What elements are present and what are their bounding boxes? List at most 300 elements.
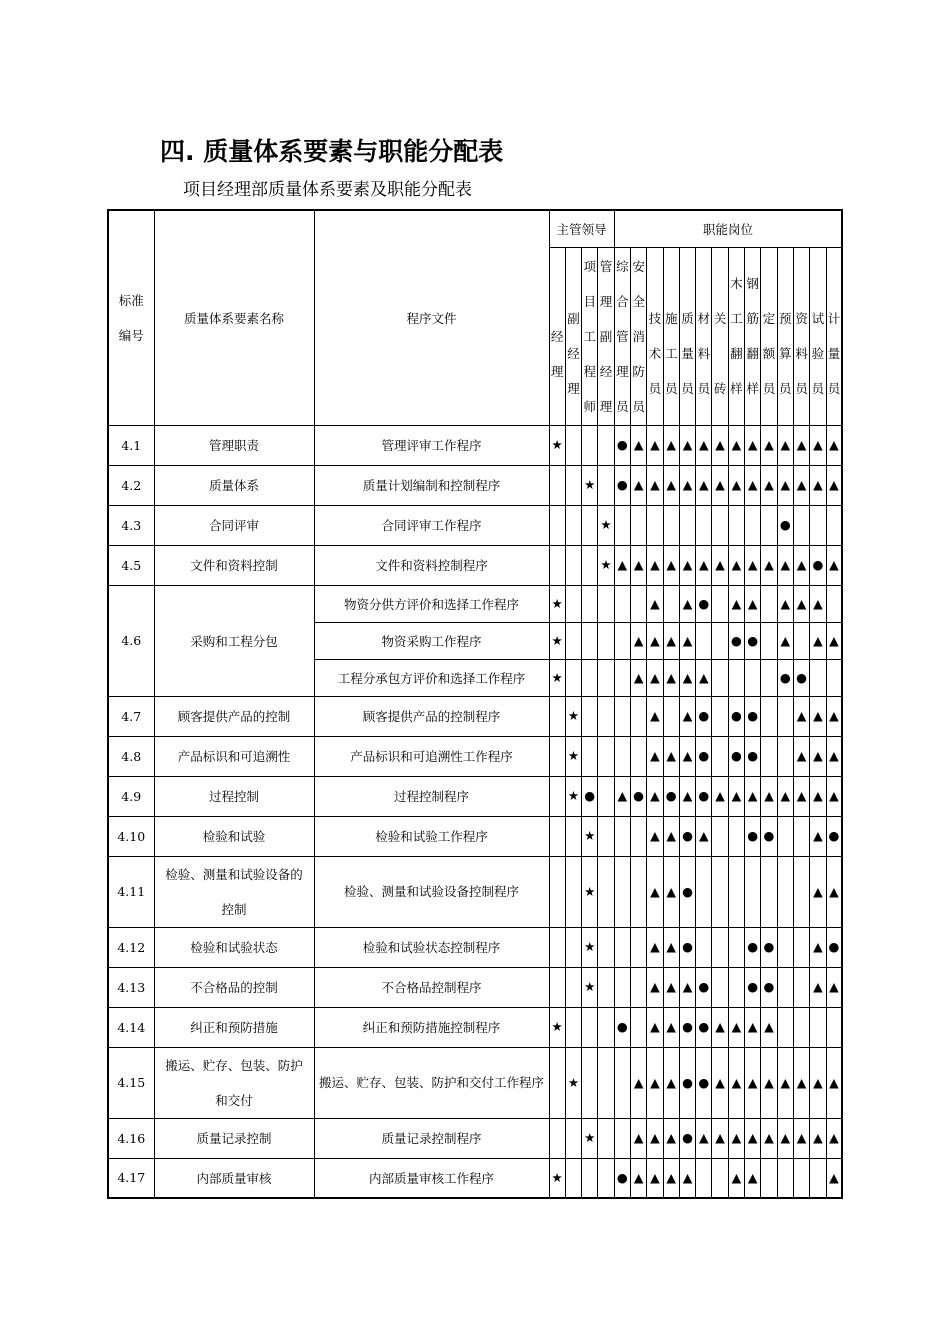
table-row (108, 545, 842, 585)
triangle-mark: ▲ (647, 736, 663, 776)
row-procedure: 质量计划编制和控制程序 (314, 465, 549, 505)
empty-cell (598, 1007, 614, 1047)
row-code: 4.9 (108, 776, 154, 816)
empty-cell (598, 967, 614, 1007)
header-group-leaders: 主管领导 (549, 210, 614, 247)
empty-cell (549, 776, 565, 816)
triangle-mark: ▲ (647, 425, 663, 465)
star-mark: ★ (549, 1007, 565, 1047)
triangle-mark: ▲ (761, 425, 777, 465)
header-col-8: 质 量 员 (679, 247, 695, 425)
triangle-mark: ▲ (679, 776, 695, 816)
circle-mark: ● (663, 776, 679, 816)
triangle-mark: ▲ (728, 1047, 744, 1118)
empty-cell (549, 505, 565, 545)
row-procedure: 物资采购工作程序 (314, 622, 549, 659)
triangle-mark: ▲ (761, 1118, 777, 1158)
star-mark: ★ (598, 545, 614, 585)
empty-cell (793, 1007, 809, 1047)
empty-cell (582, 696, 598, 736)
empty-cell (712, 696, 728, 736)
triangle-mark: ▲ (826, 425, 842, 465)
empty-cell (598, 1158, 614, 1198)
empty-cell (630, 856, 646, 927)
row-procedure: 合同评审工作程序 (314, 505, 549, 545)
triangle-mark: ▲ (647, 585, 663, 622)
header-col-7: 施 工 员 (663, 247, 679, 425)
row-element-name: 不合格品的控制 (154, 967, 314, 1007)
table-row (108, 696, 842, 736)
row-code: 4.2 (108, 465, 154, 505)
empty-cell (761, 736, 777, 776)
empty-cell (826, 585, 842, 622)
table-row (108, 927, 842, 967)
triangle-mark: ▲ (810, 622, 826, 659)
empty-cell (826, 1007, 842, 1047)
empty-cell (810, 1158, 826, 1198)
row-element-name: 检验和试验状态 (154, 927, 314, 967)
triangle-mark: ▲ (745, 1047, 761, 1118)
empty-cell (630, 1007, 646, 1047)
table-row (108, 856, 842, 927)
triangle-mark: ▲ (696, 545, 712, 585)
triangle-mark: ▲ (728, 1158, 744, 1198)
empty-cell (565, 659, 581, 696)
row-code: 4.10 (108, 816, 154, 856)
triangle-mark: ▲ (745, 545, 761, 585)
row-element-name: 内部质量审核 (154, 1158, 314, 1198)
empty-cell (598, 659, 614, 696)
triangle-mark: ▲ (647, 696, 663, 736)
row-code: 4.6 (108, 585, 154, 696)
triangle-mark: ▲ (728, 465, 744, 505)
empty-cell (810, 505, 826, 545)
empty-cell (696, 505, 712, 545)
empty-cell (614, 856, 630, 927)
triangle-mark: ▲ (826, 736, 842, 776)
circle-mark: ● (679, 1007, 695, 1047)
row-element-name: 过程控制 (154, 776, 314, 816)
circle-mark: ● (696, 967, 712, 1007)
triangle-mark: ▲ (647, 465, 663, 505)
circle-mark: ● (761, 816, 777, 856)
triangle-mark: ▲ (696, 425, 712, 465)
triangle-mark: ▲ (793, 776, 809, 816)
circle-mark: ● (696, 1047, 712, 1118)
triangle-mark: ▲ (663, 927, 679, 967)
circle-mark: ● (810, 545, 826, 585)
triangle-mark: ▲ (630, 622, 646, 659)
table-row (108, 736, 842, 776)
empty-cell (565, 1007, 581, 1047)
empty-cell (565, 1118, 581, 1158)
row-element-name: 检验和试验 (154, 816, 314, 856)
empty-cell (712, 967, 728, 1007)
row-procedure: 内部质量审核工作程序 (314, 1158, 549, 1198)
empty-cell (614, 696, 630, 736)
empty-cell (728, 927, 744, 967)
empty-cell (712, 856, 728, 927)
triangle-mark: ▲ (810, 585, 826, 622)
triangle-mark: ▲ (647, 1047, 663, 1118)
header-col-15: 资 料 员 (793, 247, 809, 425)
empty-cell (614, 967, 630, 1007)
row-procedure: 工程分承包方评价和选择工作程序 (314, 659, 549, 696)
empty-cell (745, 856, 761, 927)
table-row (108, 1047, 842, 1118)
row-code: 4.12 (108, 927, 154, 967)
row-code: 4.8 (108, 736, 154, 776)
empty-cell (810, 659, 826, 696)
circle-mark: ● (777, 659, 793, 696)
empty-cell (630, 967, 646, 1007)
page-heading: 四. 质量体系要素与职能分配表 (160, 137, 504, 166)
empty-cell (793, 967, 809, 1007)
triangle-mark: ▲ (712, 465, 728, 505)
triangle-mark: ▲ (810, 967, 826, 1007)
circle-mark: ● (696, 736, 712, 776)
circle-mark: ● (582, 776, 598, 816)
triangle-mark: ▲ (647, 856, 663, 927)
empty-cell (598, 776, 614, 816)
empty-cell (565, 1158, 581, 1198)
triangle-mark: ▲ (728, 585, 744, 622)
circle-mark: ● (679, 1047, 695, 1118)
triangle-mark: ▲ (663, 1158, 679, 1198)
empty-cell (549, 1047, 565, 1118)
circle-mark: ● (728, 736, 744, 776)
header-procedure: 程序文件 (314, 210, 549, 425)
row-procedure: 搬运、贮存、包装、防护和交付工作程序 (314, 1047, 549, 1118)
triangle-mark: ▲ (777, 425, 793, 465)
table-row (108, 425, 842, 465)
empty-cell (549, 816, 565, 856)
empty-cell (614, 1047, 630, 1118)
row-procedure: 顾客提供产品的控制程序 (314, 696, 549, 736)
row-procedure: 不合格品控制程序 (314, 967, 549, 1007)
empty-cell (777, 1158, 793, 1198)
triangle-mark: ▲ (810, 927, 826, 967)
empty-cell (565, 465, 581, 505)
table-row (108, 816, 842, 856)
empty-cell (712, 585, 728, 622)
empty-cell (777, 856, 793, 927)
row-element-name: 合同评审 (154, 505, 314, 545)
star-mark: ★ (582, 967, 598, 1007)
row-procedure: 物资分供方评价和选择工作程序 (314, 585, 549, 622)
triangle-mark: ▲ (679, 696, 695, 736)
triangle-mark: ▲ (826, 856, 842, 927)
triangle-mark: ▲ (647, 659, 663, 696)
triangle-mark: ▲ (712, 425, 728, 465)
triangle-mark: ▲ (712, 1118, 728, 1158)
circle-mark: ● (761, 927, 777, 967)
triangle-mark: ▲ (793, 1118, 809, 1158)
triangle-mark: ▲ (728, 545, 744, 585)
triangle-mark: ▲ (728, 1118, 744, 1158)
circle-mark: ● (696, 1007, 712, 1047)
header-col-16: 试 验 员 (810, 247, 826, 425)
empty-cell (761, 622, 777, 659)
empty-cell (761, 505, 777, 545)
empty-cell (712, 1158, 728, 1198)
triangle-mark: ▲ (630, 465, 646, 505)
star-mark: ★ (582, 1118, 598, 1158)
empty-cell (614, 927, 630, 967)
triangle-mark: ▲ (810, 816, 826, 856)
empty-cell (728, 816, 744, 856)
star-mark: ★ (565, 696, 581, 736)
circle-mark: ● (745, 816, 761, 856)
empty-cell (598, 622, 614, 659)
star-mark: ★ (582, 816, 598, 856)
empty-cell (696, 856, 712, 927)
triangle-mark: ▲ (728, 776, 744, 816)
header-col-0: 经 理 (549, 247, 565, 425)
triangle-mark: ▲ (761, 465, 777, 505)
triangle-mark: ▲ (663, 736, 679, 776)
empty-cell (614, 736, 630, 776)
header-col-1: 副 经 理 (565, 247, 581, 425)
triangle-mark: ▲ (663, 1007, 679, 1047)
empty-cell (712, 659, 728, 696)
empty-cell (777, 696, 793, 736)
circle-mark: ● (826, 927, 842, 967)
empty-cell (598, 1118, 614, 1158)
triangle-mark: ▲ (647, 1007, 663, 1047)
circle-mark: ● (761, 967, 777, 1007)
empty-cell (696, 927, 712, 967)
triangle-mark: ▲ (793, 585, 809, 622)
table-row (108, 776, 842, 816)
row-code: 4.15 (108, 1047, 154, 1118)
empty-cell (565, 622, 581, 659)
empty-cell (728, 505, 744, 545)
triangle-mark: ▲ (663, 622, 679, 659)
star-mark: ★ (598, 505, 614, 545)
function-allocation-table (107, 209, 843, 1199)
empty-cell (826, 659, 842, 696)
triangle-mark: ▲ (647, 927, 663, 967)
header-col-9: 材 料 员 (696, 247, 712, 425)
triangle-mark: ▲ (745, 425, 761, 465)
row-element-name: 检验、测量和试验设备的控制 (154, 856, 314, 927)
empty-cell (582, 505, 598, 545)
empty-cell (761, 659, 777, 696)
triangle-mark: ▲ (761, 1007, 777, 1047)
empty-cell (614, 1118, 630, 1158)
empty-cell (630, 816, 646, 856)
circle-mark: ● (614, 1007, 630, 1047)
triangle-mark: ▲ (630, 1047, 646, 1118)
empty-cell (777, 967, 793, 1007)
row-element-name: 搬运、贮存、包装、防护和交付 (154, 1047, 314, 1118)
triangle-mark: ▲ (810, 425, 826, 465)
row-procedure: 管理评审工作程序 (314, 425, 549, 465)
empty-cell (745, 659, 761, 696)
triangle-mark: ▲ (679, 1158, 695, 1198)
triangle-mark: ▲ (826, 465, 842, 505)
triangle-mark: ▲ (826, 967, 842, 1007)
header-code: 标准 编号 (108, 210, 154, 425)
triangle-mark: ▲ (679, 425, 695, 465)
triangle-mark: ▲ (810, 736, 826, 776)
empty-cell (793, 1158, 809, 1198)
empty-cell (793, 856, 809, 927)
triangle-mark: ▲ (679, 659, 695, 696)
row-procedure: 文件和资料控制程序 (314, 545, 549, 585)
empty-cell (745, 505, 761, 545)
empty-cell (582, 1047, 598, 1118)
triangle-mark: ▲ (777, 1118, 793, 1158)
empty-cell (598, 425, 614, 465)
table-row (108, 505, 842, 545)
row-element-name: 质量体系 (154, 465, 314, 505)
triangle-mark: ▲ (647, 816, 663, 856)
triangle-mark: ▲ (810, 1118, 826, 1158)
triangle-mark: ▲ (712, 1047, 728, 1118)
circle-mark: ● (679, 1118, 695, 1158)
empty-cell (663, 585, 679, 622)
circle-mark: ● (745, 622, 761, 659)
header-col-10: 关 砖 (712, 247, 728, 425)
triangle-mark: ▲ (696, 1118, 712, 1158)
star-mark: ★ (549, 585, 565, 622)
empty-cell (582, 545, 598, 585)
table-subtitle: 项目经理部质量体系要素及职能分配表 (183, 180, 472, 200)
star-mark: ★ (565, 1047, 581, 1118)
empty-cell (696, 1158, 712, 1198)
triangle-mark: ▲ (647, 622, 663, 659)
empty-cell (565, 856, 581, 927)
row-element-name: 顾客提供产品的控制 (154, 696, 314, 736)
header-col-11: 木 工 翻 样 (728, 247, 744, 425)
empty-cell (582, 585, 598, 622)
triangle-mark: ▲ (647, 776, 663, 816)
triangle-mark: ▲ (745, 585, 761, 622)
circle-mark: ● (679, 927, 695, 967)
empty-cell (598, 927, 614, 967)
table-row (108, 585, 842, 622)
star-mark: ★ (565, 736, 581, 776)
empty-cell (761, 696, 777, 736)
triangle-mark: ▲ (630, 659, 646, 696)
triangle-mark: ▲ (810, 1047, 826, 1118)
row-element-name: 管理职责 (154, 425, 314, 465)
star-mark: ★ (549, 1158, 565, 1198)
row-procedure: 纠正和预防措施控制程序 (314, 1007, 549, 1047)
row-element-name: 文件和资料控制 (154, 545, 314, 585)
empty-cell (712, 736, 728, 776)
empty-cell (549, 927, 565, 967)
table-row (108, 1158, 842, 1198)
empty-cell (793, 622, 809, 659)
row-code: 4.5 (108, 545, 154, 585)
empty-cell (598, 816, 614, 856)
table-row (108, 465, 842, 505)
triangle-mark: ▲ (745, 1158, 761, 1198)
star-mark: ★ (582, 465, 598, 505)
empty-cell (712, 505, 728, 545)
circle-mark: ● (793, 659, 809, 696)
empty-cell (565, 505, 581, 545)
triangle-mark: ▲ (793, 545, 809, 585)
row-element-name: 采购和工程分包 (154, 585, 314, 696)
triangle-mark: ▲ (793, 736, 809, 776)
row-procedure: 过程控制程序 (314, 776, 549, 816)
empty-cell (582, 1007, 598, 1047)
empty-cell (549, 696, 565, 736)
triangle-mark: ▲ (761, 545, 777, 585)
empty-cell (712, 816, 728, 856)
row-code: 4.16 (108, 1118, 154, 1158)
row-code: 4.17 (108, 1158, 154, 1198)
triangle-mark: ▲ (777, 776, 793, 816)
triangle-mark: ▲ (761, 776, 777, 816)
row-element-name: 纠正和预防措施 (154, 1007, 314, 1047)
circle-mark: ● (614, 425, 630, 465)
header-col-14: 预 算 员 (777, 247, 793, 425)
triangle-mark: ▲ (663, 856, 679, 927)
triangle-mark: ▲ (663, 1118, 679, 1158)
header-col-4: 综 合 管 理 员 (614, 247, 630, 425)
row-code: 4.1 (108, 425, 154, 465)
empty-cell (630, 585, 646, 622)
triangle-mark: ▲ (696, 465, 712, 505)
header-element: 质量体系要素名称 (154, 210, 314, 425)
triangle-mark: ▲ (810, 776, 826, 816)
circle-mark: ● (696, 585, 712, 622)
triangle-mark: ▲ (679, 465, 695, 505)
triangle-mark: ▲ (826, 545, 842, 585)
triangle-mark: ▲ (777, 545, 793, 585)
triangle-mark: ▲ (826, 776, 842, 816)
empty-cell (582, 736, 598, 776)
triangle-mark: ▲ (663, 816, 679, 856)
triangle-mark: ▲ (826, 622, 842, 659)
circle-mark: ● (728, 696, 744, 736)
empty-cell (614, 585, 630, 622)
empty-cell (598, 585, 614, 622)
empty-cell (793, 927, 809, 967)
triangle-mark: ▲ (745, 1007, 761, 1047)
circle-mark: ● (614, 1158, 630, 1198)
triangle-mark: ▲ (712, 545, 728, 585)
empty-cell (777, 816, 793, 856)
star-mark: ★ (582, 856, 598, 927)
triangle-mark: ▲ (647, 1158, 663, 1198)
header-col-6: 技 术 员 (647, 247, 663, 425)
triangle-mark: ▲ (630, 425, 646, 465)
row-code: 4.11 (108, 856, 154, 927)
triangle-mark: ▲ (630, 1118, 646, 1158)
triangle-mark: ▲ (777, 585, 793, 622)
row-procedure: 检验、测量和试验设备控制程序 (314, 856, 549, 927)
empty-cell (598, 465, 614, 505)
empty-cell (565, 927, 581, 967)
triangle-mark: ▲ (826, 1118, 842, 1158)
circle-mark: ● (745, 736, 761, 776)
star-mark: ★ (549, 659, 565, 696)
empty-cell (614, 622, 630, 659)
empty-cell (582, 425, 598, 465)
circle-mark: ● (696, 696, 712, 736)
circle-mark: ● (777, 505, 793, 545)
triangle-mark: ▲ (696, 816, 712, 856)
triangle-mark: ▲ (696, 659, 712, 696)
triangle-mark: ▲ (679, 622, 695, 659)
triangle-mark: ▲ (614, 776, 630, 816)
